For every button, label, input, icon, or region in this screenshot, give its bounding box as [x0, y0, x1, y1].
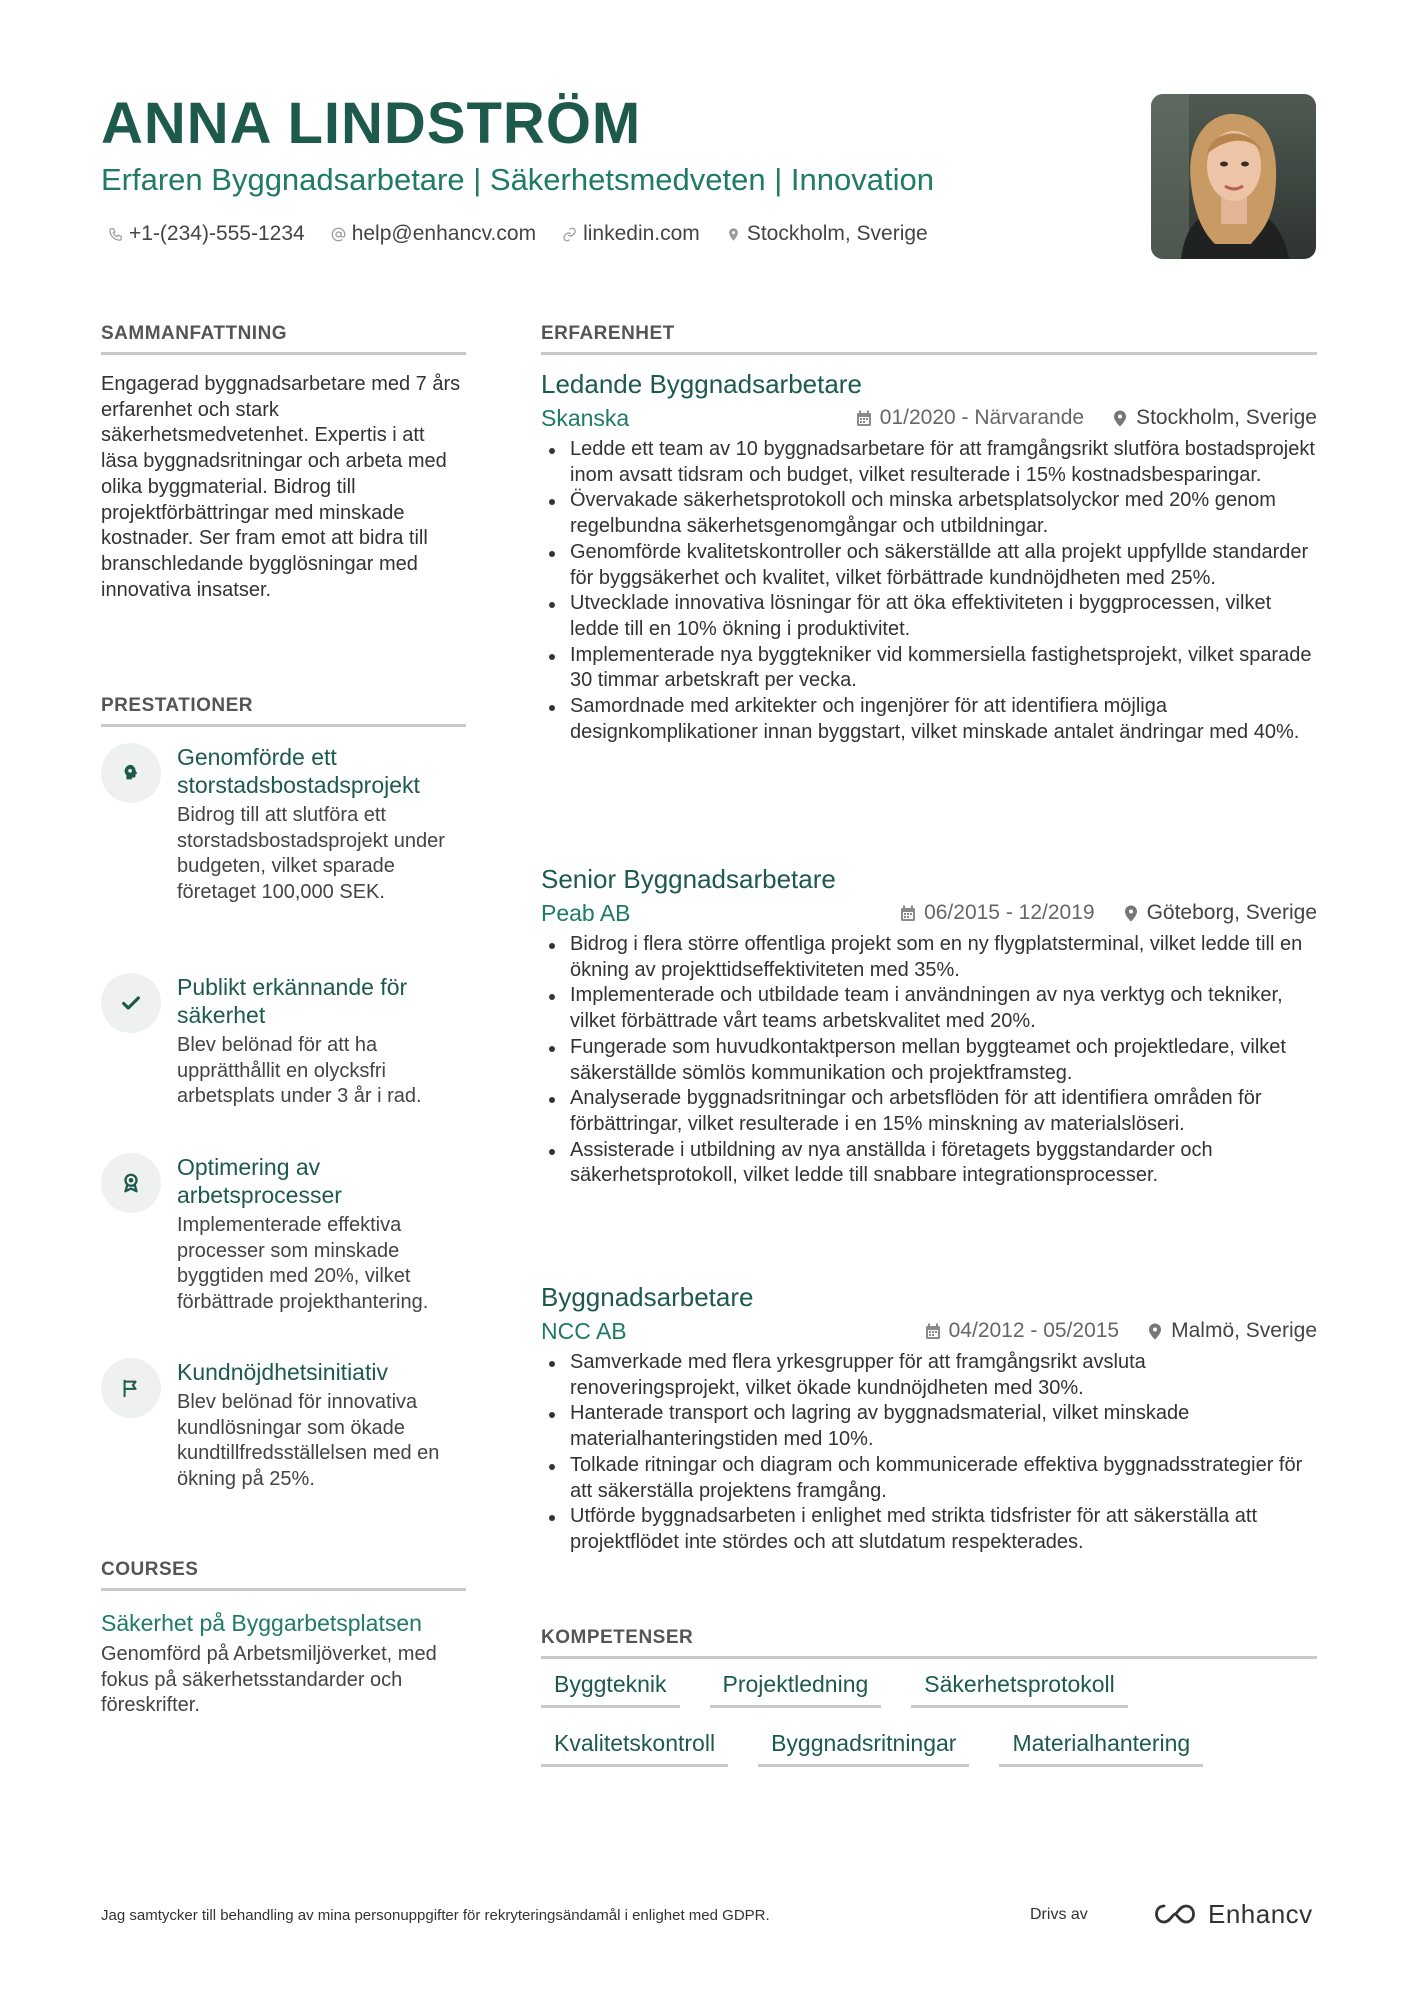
enhancv-logo-icon [1152, 1902, 1198, 1926]
linkedin-text: linkedin.com [583, 222, 700, 245]
calendar-icon [925, 1323, 941, 1340]
job-title: Ledande Byggnadsarbetare [541, 369, 862, 399]
achievement-title: Publikt erkännande för säkerhet [177, 974, 408, 1028]
job-dates [925, 1316, 1119, 1346]
flag-icon [120, 1377, 142, 1399]
company-name: Peab AB [541, 900, 631, 926]
job-dates [856, 403, 1084, 433]
gdpr-consent: Jag samtycker till behandling av mina personuppgifter för rekryteringsändamål i enlighet med GDPR. [101, 1907, 770, 1924]
job-bullet: Tolkade ritningar och diagram och kommunicerade effektiva byggnadsstrategier för att säkerställa projektens framgång. [541, 1453, 1317, 1504]
skill-tag: Byggnadsritningar [758, 1728, 969, 1767]
job-bullet: Ledde ett team av 10 byggnadsarbetare för att framgångsrikt slutföra bostadsprojekt inom avsatt tidsram och budget, vilket resulterade i 15% kostnadsbesparingar. [541, 437, 1317, 488]
achievement-icon-wrap [101, 1358, 161, 1418]
course-title: Säkerhet på Byggarbetsplatsen [101, 1610, 422, 1636]
skill-tag: Säkerhetsprotokoll [911, 1669, 1128, 1708]
job-bullet: Assisterade i utbildning av nya anställda i företagets byggstandarder och säkerhetsprotokoll, vilket ledde till snabbare integrationsprocesser. [541, 1138, 1317, 1189]
achievement-title: Kundnöjdhetsinitiativ [177, 1359, 388, 1385]
achievement-title: Genomförde ett storstadsbostadsprojekt [177, 744, 420, 798]
candidate-name: ANNA LINDSTRÖM [101, 91, 642, 156]
location-pin-icon [726, 227, 741, 242]
achievement-icon-wrap [101, 1153, 161, 1213]
job-bullet: Samordnade med arkitekter och ingenjörer för att identifiera möjliga designkomplikationer innan byggstart, vilket minskade antalet ändringar med 40%. [541, 694, 1317, 745]
skill-tag: Kvalitetskontroll [541, 1728, 728, 1767]
phone-icon [108, 227, 123, 242]
achievement-desc: Bidrog till att slutföra ett storstadsbostadsprojekt under budgeten, vilket sparade företaget 100,000 SEK. [177, 804, 445, 904]
job-bullet: Övervakade säkerhetsprotokoll och minska arbetsplatsolyckor med 20% genom regelbundna säkerhetsgenomgångar och utbildningar. [541, 488, 1317, 539]
job-entry [541, 367, 1317, 745]
job-bullet: Utförde byggnadsarbeten i enlighet med strikta tidsfrister för att säkerställa att projektflödet inte stördes och att slutdatum respekterades. [541, 1504, 1317, 1555]
skill-tag: Projektledning [710, 1669, 882, 1708]
location-pin-icon [1123, 905, 1139, 922]
job-entry [541, 1280, 1317, 1556]
skills-list [541, 1669, 1317, 1767]
job-location [1112, 403, 1317, 433]
job-bullet: Utvecklade innovativa lösningar för att öka effektiviteten i byggprocessen, vilket ledde till en 10% ökning i produktivitet. [541, 591, 1317, 642]
location-pin-icon [1147, 1323, 1163, 1340]
job-entry [541, 862, 1317, 1189]
company-name: NCC AB [541, 1318, 627, 1344]
skills-heading: KOMPETENSER [541, 1626, 1317, 1659]
job-title: Byggnadsarbetare [541, 1282, 754, 1312]
job-bullet: Implementerade och utbildade team i användningen av nya verktyg och tekniker, vilket förbättrade vårt teams arbetskvalitet med 20%. [541, 983, 1317, 1034]
achievement-icon-wrap [101, 973, 161, 1033]
job-bullets [541, 932, 1317, 1189]
company-name: Skanska [541, 405, 630, 431]
link-icon [562, 227, 577, 242]
check-icon [120, 992, 142, 1014]
powered-by-label: Drivs av [1030, 1906, 1088, 1923]
job-bullets [541, 1350, 1317, 1556]
job-bullet: Genomförde kvalitetskontroller och säkerställde att alla projekt uppfyllde standarder för byggsäkerhet och kvalitet, vilket förbättrade kundnöjdheten med 25%. [541, 540, 1317, 591]
job-title: Senior Byggnadsarbetare [541, 864, 836, 894]
job-bullet: Analyserade byggnadsritningar och arbetsflöden för att identifiera områden för förbättringar, vilket resulterade i en 15% minskning av materialslöseri. [541, 1086, 1317, 1137]
contact-phone[interactable] [108, 220, 305, 248]
email-text: help@enhancv.com [351, 222, 537, 245]
courses-heading: COURSES [101, 1558, 466, 1591]
calendar-icon [900, 905, 916, 922]
job-bullet: Fungerade som huvudkontaktperson mellan byggteamet och projektledare, vilket säkerställde sömlös kommunikation och projektframsteg. [541, 1035, 1317, 1086]
contact-linkedin[interactable] [562, 220, 700, 248]
phone-text: +1-(234)-555-1234 [129, 222, 305, 245]
achievements-heading: PRESTATIONER [101, 694, 466, 727]
job-dates [900, 898, 1094, 928]
achievement-desc: Blev belönad för att ha upprätthållit en olycksfri arbetsplats under 3 år i rad. [177, 1034, 422, 1108]
skill-tag: Materialhantering [999, 1728, 1203, 1767]
location-pin-icon [1112, 410, 1128, 427]
job-location [1123, 898, 1317, 928]
job-bullets [541, 437, 1317, 745]
calendar-icon [856, 410, 872, 427]
contact-bar [108, 220, 928, 248]
job-dates-text: 04/2012 - 05/2015 [948, 1319, 1120, 1342]
job-dates-text: 06/2015 - 12/2019 [924, 901, 1095, 924]
job-bullet: Implementerade nya byggtekniker vid kommersiella fastighetsprojekt, vilket sparade 30 timmar arbetskraft per vecka. [541, 643, 1317, 694]
summary-heading: SAMMANFATTNING [101, 322, 466, 355]
job-dates-text: 01/2020 - Närvarande [879, 406, 1085, 429]
brand-name: Enhancv [1208, 1899, 1313, 1929]
headline: Erfaren Byggnadsarbetare | Säkerhetsmedveten | Innovation [101, 162, 934, 197]
location-text: Stockholm, Sverige [746, 222, 928, 245]
achievement-desc: Blev belönad för innovativa kundlösningar som ökade kundtillfredsställelsen med en ökning på 25%. [177, 1391, 440, 1491]
achievement-desc: Implementerade effektiva processer som minskade byggtiden med 20%, vilket förbättrade projekthantering. [177, 1214, 429, 1314]
award-icon [120, 1172, 142, 1194]
achievement-icon-wrap [101, 743, 161, 803]
course-desc: Genomförd på Arbetsmiljöverket, med fokus på säkerhetsstandarder och föreskrifter. [101, 1643, 437, 1717]
skill-tag: Byggteknik [541, 1669, 680, 1708]
achievement-title: Optimering av arbetsprocesser [177, 1154, 342, 1208]
brain-icon [120, 762, 142, 784]
profile-photo [1151, 94, 1316, 259]
summary-text: Engagerad byggnadsarbetare med 7 års erfarenhet och stark säkerhetsmedvetenhet. Expertis i att läsa byggnadsritningar och arbeta med olika byggmaterial. Bidrog till projektförbättringar med minskade kostnader. Ser fram emot att bidra till branschledande bygglösningar med innovativa insatser. [101, 373, 461, 601]
job-bullet: Bidrog i flera större offentliga projekt som en ny flygplatsterminal, vilket ledde till en ökning av projekttidseffektiviteten med 35%. [541, 932, 1317, 983]
job-location-text: Stockholm, Sverige [1136, 406, 1317, 429]
job-bullet: Hanterade transport och lagring av byggnadsmaterial, vilket minskade materialhanteringstiden med 10%. [541, 1401, 1317, 1452]
contact-email[interactable] [331, 220, 536, 248]
job-location-text: Göteborg, Sverige [1146, 901, 1317, 924]
enhancv-brand[interactable] [1152, 1896, 1313, 1932]
at-icon [331, 227, 346, 242]
job-location [1147, 1316, 1317, 1346]
job-location-text: Malmö, Sverige [1171, 1319, 1317, 1342]
experience-heading: ERFARENHET [541, 322, 1317, 355]
job-bullet: Samverkade med flera yrkesgrupper för att framgångsrikt avsluta renoveringsprojekt, vilket ökade kundnöjdheten med 30%. [541, 1350, 1317, 1401]
contact-location [726, 220, 928, 248]
